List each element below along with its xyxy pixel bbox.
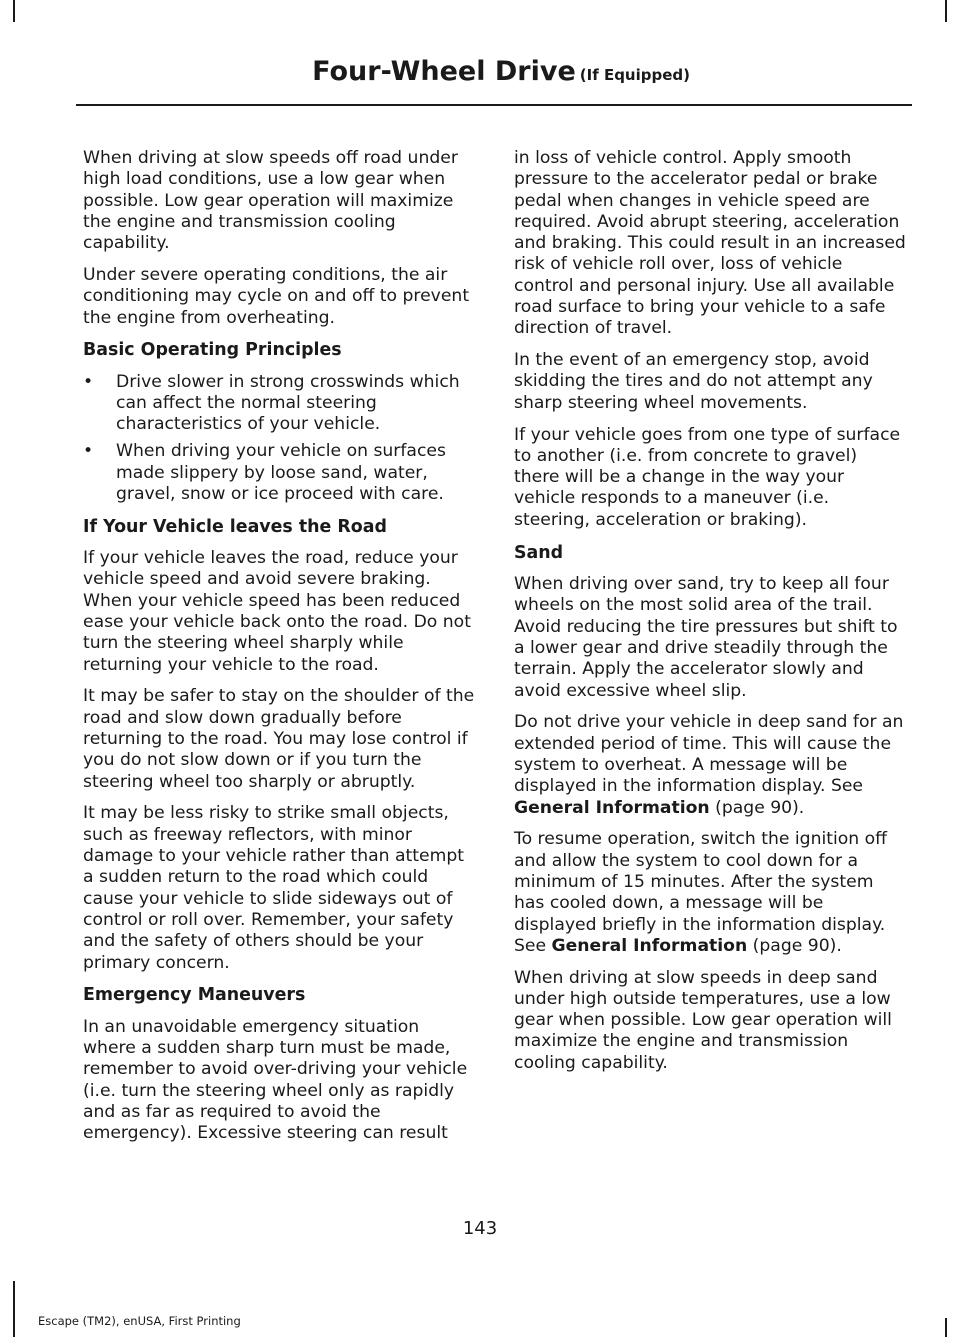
paragraph: In the event of an emergency stop, avoid skidding the tires and do not attempt any sharp steering wheel movements. [514, 350, 873, 413]
paragraph: in loss of vehicle control. Apply smooth pressure to the accelerator pedal or brake pedal when changes in vehicle speed are required. Avoid abrupt steering, acceleration and braking. This could result in an increased risk of vehicle roll over, loss of vehicle control and personal injury. Use all available road surface to bring your vehicle to a safe direction of travel. [514, 148, 906, 339]
paragraph: It may be safer to stay on the shoulder of the road and slow down gradually before returning to the road. You may lose control if you do not slow down or if you turn the steering wheel too sharply or abruptly. [83, 686, 475, 792]
crop-mark-top-left [13, 0, 15, 22]
header-subtitle: (If Equipped) [579, 66, 690, 84]
paragraph: Under severe operating conditions, the air conditioning may cycle on and off to prevent the engine from overheating. [83, 264, 470, 328]
list-item-text: When driving your vehicle on surfaces made slippery by loose sand, water, gravel, snow or ice proceed with care. [116, 441, 446, 504]
page-header [312, 56, 690, 87]
left-column [83, 148, 475, 1155]
crop-mark-top-right [945, 0, 947, 22]
section-heading-vehicle-leaves-road: If Your Vehicle leaves the Road [83, 516, 387, 537]
paragraph: When driving at slow speeds in deep sand under high outside temperatures, use a low gear when possible. Low gear operation will maximize the engine and transmission cooling capability. [514, 967, 892, 1073]
paragraph: When driving at slow speeds off road under high load conditions, use a low gear when possible. Low gear operation will maximize the engine and transmission cooling capability. [83, 148, 458, 254]
bullet-icon: • [83, 371, 94, 392]
paragraph [514, 829, 906, 957]
page-reference: (page 90). [747, 935, 842, 956]
bullet-icon: • [83, 441, 94, 462]
crop-mark-bottom-right [945, 1318, 947, 1337]
bullet-list [83, 372, 475, 505]
page-number: 143 [462, 1218, 498, 1239]
paragraph: It may be less risky to strike small objects, such as freeway reflectors, with minor damage to your vehicle rather than attempt a sudden return to the road which could cause your vehicle to slide sideways out of control or roll over. Remember, your safety and the safety of others should be your primary concern. [83, 803, 465, 973]
header-title: Four-Wheel Drive [312, 56, 576, 87]
paragraph-text: Do not drive your vehicle in deep sand for an extended period of time. This will cause the system to overheat. A message will be displayed in the information display. See [514, 712, 904, 797]
paragraph-text: To resume operation, switch the ignition off and allow the system to cool down for a minimum of 15 minutes. After the system has cooled down, a message will be displayed briefly in the information display. See [514, 829, 887, 956]
paragraph: If your vehicle goes from one type of surface to another (i.e. from concrete to gravel) there will be a change in the way your vehicle responds to a maneuver (i.e. steering, acceleration or braking). [514, 424, 901, 530]
section-heading-emergency-maneuvers: Emergency Maneuvers [83, 985, 306, 1006]
header-rule [76, 104, 912, 106]
printing-info: Escape (TM2), enUSA, First Printing [38, 1314, 241, 1328]
cross-reference-link[interactable]: General Information [514, 797, 710, 818]
section-heading-sand: Sand [514, 542, 564, 563]
section-heading-basic-operating-principles: Basic Operating Principles [83, 340, 342, 361]
list-item-text: Drive slower in strong crosswinds which can affect the normal steering characteristics of your vehicle. [116, 371, 460, 435]
paragraph: When driving over sand, try to keep all four wheels on the most solid area of the trail. Avoid reducing the tire pressures but shift to a lower gear and drive steadily through the terrain. Apply the accelerator slowly and avoid excessive wheel slip. [514, 574, 898, 701]
right-column [514, 148, 906, 1085]
crop-mark-bottom-left [13, 1281, 15, 1337]
cross-reference-link[interactable]: General Information [551, 935, 748, 956]
list-item [83, 372, 475, 436]
paragraph [514, 712, 906, 818]
list-item [83, 441, 475, 505]
page-reference: (page 90). [709, 797, 805, 818]
paragraph: If your vehicle leaves the road, reduce your vehicle speed and avoid severe braking. When your vehicle speed has been reduced ease your vehicle back onto the road. Do not turn the steering wheel sharply while returning your vehicle to the road. [83, 548, 471, 675]
paragraph: In an unavoidable emergency situation where a sudden sharp turn must be made, remember to avoid over-driving your vehicle (i.e. turn the steering wheel only as rapidly and as far as required to avoid the emergency). Excessive steering can result [83, 1016, 468, 1144]
